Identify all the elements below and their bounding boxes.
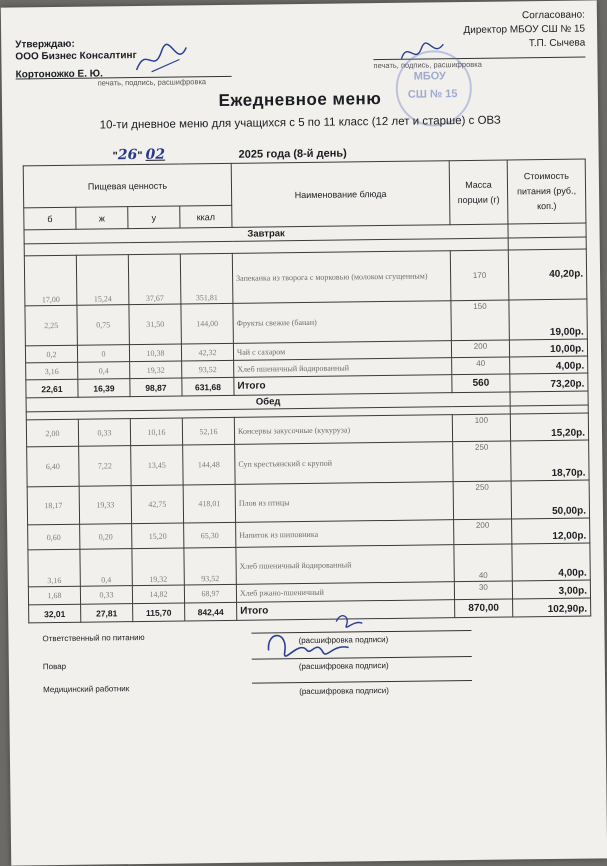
- page-title: Ежедневное меню: [218, 89, 382, 111]
- footer-medic-hint: (расшифровка подписи): [299, 685, 389, 697]
- agreed-hint: печать, подпись, расшифровка: [373, 59, 482, 71]
- section-lunch: Обед: [26, 392, 510, 412]
- header-dish: Наименование блюда: [231, 161, 450, 228]
- header-kcal: ккал: [180, 205, 232, 228]
- footer-cook-hint: (расшифровка подписи): [298, 660, 389, 672]
- agreed-signature: [397, 38, 447, 67]
- header-b: б: [24, 207, 76, 230]
- approve-label: Утверждаю:: [15, 38, 75, 51]
- footer-medic: Медицинский работник: [43, 684, 130, 695]
- table-row: 0,60 0,20 15,20 65,30 Напиток из шиповника 200 12,00р.: [28, 518, 590, 550]
- table-row: 2,25 0,75 31,50 144,00 Фрукты свежие (банан) 150 19,00р.: [25, 299, 587, 346]
- table-row: 18,17 19,33 42,75 418,01 Плов из птицы 250 50,00р.: [27, 480, 589, 525]
- breakfast-total-row: 22,61 16,39 98,87 631,68 Итого 560 73,20р.: [26, 373, 588, 398]
- header-zh: ж: [76, 207, 128, 230]
- approve-hint: печать, подпись, расшифровка: [97, 77, 207, 88]
- footer-medic-line: [252, 680, 472, 684]
- footer-responsible: Ответственный по питанию: [42, 632, 145, 644]
- approve-signature: [131, 39, 191, 80]
- table-row: 0,2 0 10,38 42,32 Чай с сахаром 200 10,00р.: [25, 339, 587, 363]
- table-row: 3,16 0,4 19,32 93,52 Хлеб пшеничный йодированный 40 4,00р.: [26, 356, 588, 380]
- header-cost: Стоимость питания (руб., коп.): [507, 159, 586, 224]
- agreed-position: Директор МБОУ СШ № 15: [463, 23, 586, 37]
- table-row: 3,16 0,4 19,32 93,52 Хлеб пшеничный йодированный 40 4,00р.: [28, 543, 590, 587]
- approve-block: [15, 38, 137, 81]
- agreed-label: Согласовано:: [521, 9, 585, 22]
- menu-document: [1, 0, 607, 865]
- date-day: 26: [117, 147, 138, 164]
- date-year-text: 2025 года (8-й день): [238, 147, 347, 161]
- header-mass: Масса порции (г): [449, 160, 508, 225]
- approve-person: Кортоножко Е. Ю.: [15, 68, 103, 81]
- header-nutrition: Пищевая ценность: [23, 163, 231, 208]
- footer-signature: [258, 609, 369, 672]
- table-row: 2,00 0,33 10,16 52,16 Консервы закусочные (кукуруза) 100 15,20р.: [26, 413, 588, 447]
- footer-responsible-hint: (расшифровка подписи): [298, 634, 389, 646]
- agreed-person: Т.П. Сычева: [528, 37, 586, 50]
- approve-org: ООО Бизнес Консалтинг: [15, 50, 137, 63]
- footer-cook: Повар: [42, 661, 67, 672]
- date-month: 02: [145, 146, 166, 163]
- page-subtitle: 10-ти дневное меню для учащихся с 5 по 11 класс (12 лет и старше) с ОВЗ: [99, 114, 501, 132]
- agreed-block: [463, 10, 585, 51]
- section-breakfast: Завтрак: [24, 224, 508, 244]
- table-row: 17,00 15,24 37,67 351,81 Запеканка из творога с морковью (молоком сгущенным) 170 40,20р.: [24, 249, 587, 306]
- table-row: 1,68 0,33 14,82 68,97 Хлеб ржано-пшеничный 30 3,00р.: [28, 580, 590, 605]
- table-row: 6,40 7,22 13,45 144,48 Суп крестьянский с крупой 250 18,70р.: [27, 440, 589, 487]
- menu-table: [23, 159, 592, 624]
- stamp-line-2: СШ № 15: [407, 88, 458, 101]
- date-line: "26" 02 2025 года (8-й день): [112, 146, 347, 164]
- lunch-total-row: 32,01 27,81 115,70 842,44 Итого 870,00 102,90р.: [29, 598, 591, 623]
- header-u: у: [128, 206, 180, 229]
- stamp-line-1: МБОУ: [413, 70, 446, 83]
